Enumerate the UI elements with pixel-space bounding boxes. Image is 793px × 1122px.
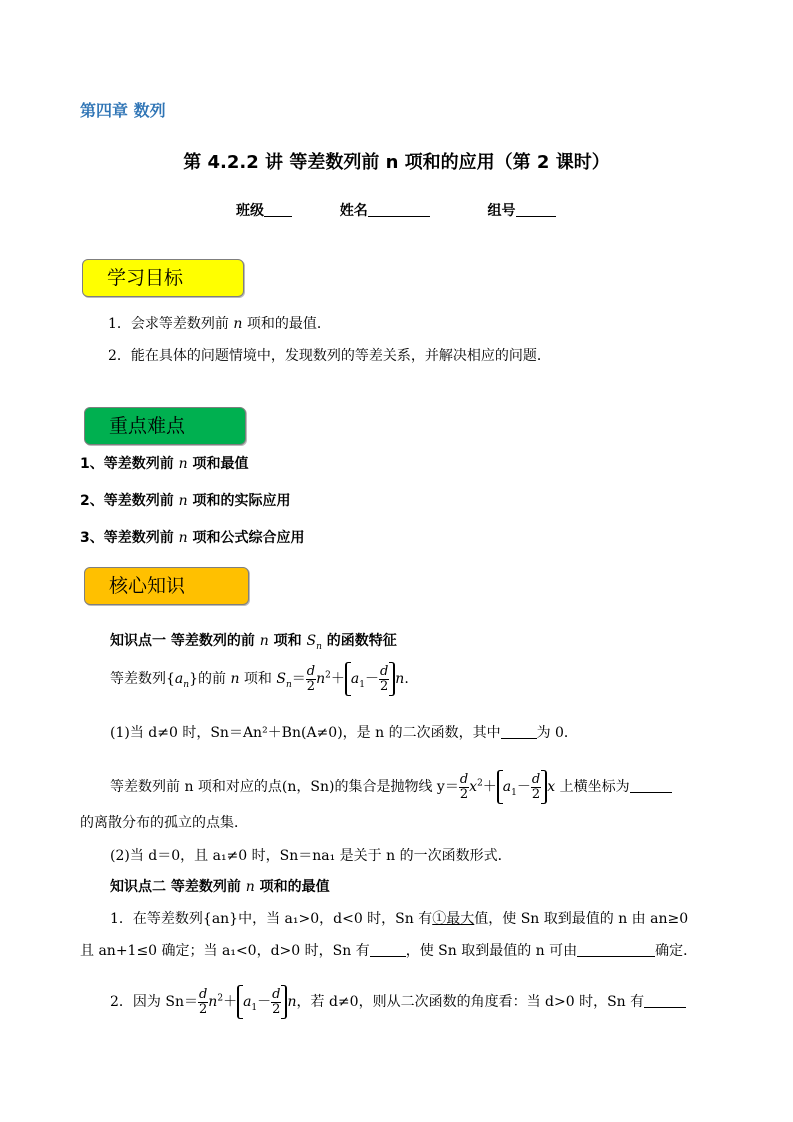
blank-2[interactable] (630, 778, 672, 793)
sum-formula-line: 等差数列$\{a_n\}$的前 n 项和 $S_n=$ $\frac{d}{2}$ $n^2+ a_1-$ $\frac{d}{2}$ n. (110, 662, 409, 696)
parabola-line-cont: 的离散分布的孤立的点集． (80, 815, 248, 831)
extremum-line-3: 2．因为 Sn＝ $\frac{d}{2}$ $n^2+ a_1-$ $\frac{d}{2}$ n，若 d≠0，则从二次函数的角度看：当 d>0 时，Sn 有 (110, 985, 686, 1019)
class-label: 班级 (236, 203, 264, 219)
key-item-3: 3、等差数列前 n 项和公式综合应用 (80, 530, 305, 546)
parabola-line: 等差数列前 n 项和对应的点(n，Sn)的集合是抛物线 y＝ $\frac{d}{2}$ $x^2+ a_1-$ $\frac{d}{2}$ x 上横坐标为 (110, 770, 672, 804)
case-2-line: (2)当 d＝0，且 a₁≠0 时，Sn＝na₁ 是关于 n 的一次函数形式． (110, 848, 512, 864)
key-item-2: 2、等差数列前 n 项和的实际应用 (80, 493, 291, 509)
group-blank[interactable] (516, 202, 556, 217)
blank-5[interactable] (644, 993, 686, 1008)
page-title: 第 4.2.2 讲 等差数列前 n 项和的应用（第 2 课时） (183, 152, 610, 173)
case-1-line: (1)当 d≠0 时，Sn＝An²＋Bn(A≠0)，是 n 的二次函数，其中 为 0． (110, 725, 578, 741)
goals-banner: 学习目标 (82, 259, 244, 297)
name-label: 姓名 (339, 203, 368, 219)
knowledge-point-1-title: 知识点一 等差数列的前 n 项和 $S_n$ 的函数特征 (110, 633, 397, 652)
blank-1[interactable] (501, 724, 537, 739)
blank-3[interactable] (370, 942, 406, 957)
extremum-line-1: 1．在等差数列{an}中，当 a₁>0，d<0 时，Sn 有①最大值，使 Sn 取到最值的 n 由 an≥0 (110, 911, 689, 927)
knowledge-point-2-title: 知识点二 等差数列前 n 项和的最值 (110, 879, 330, 895)
class-blank[interactable] (264, 202, 292, 217)
chapter-heading: 第四章 数列 (80, 101, 166, 120)
goal-item-1: 1．会求等差数列前 n 项和的最值． (108, 316, 331, 332)
core-knowledge-banner: 核心知识 (84, 567, 249, 605)
group-label: 组号 (487, 203, 516, 219)
goal-item-2: 2．能在具体的问题情境中，发现数列的等差关系，并解决相应的问题． (108, 348, 551, 364)
blank-4[interactable] (577, 942, 655, 957)
name-blank[interactable] (368, 202, 430, 217)
extremum-line-2: 且 an+1≤0 确定；当 a₁<0，d>0 时，Sn 有 ，使 Sn 取到最值的 n 可由 确定． (80, 943, 698, 959)
answer-max: ①最大 (432, 911, 475, 927)
key-points-banner: 重点难点 (84, 407, 246, 445)
student-info-fields (236, 200, 556, 220)
key-item-1: 1、等差数列前 n 项和最值 (80, 456, 249, 472)
